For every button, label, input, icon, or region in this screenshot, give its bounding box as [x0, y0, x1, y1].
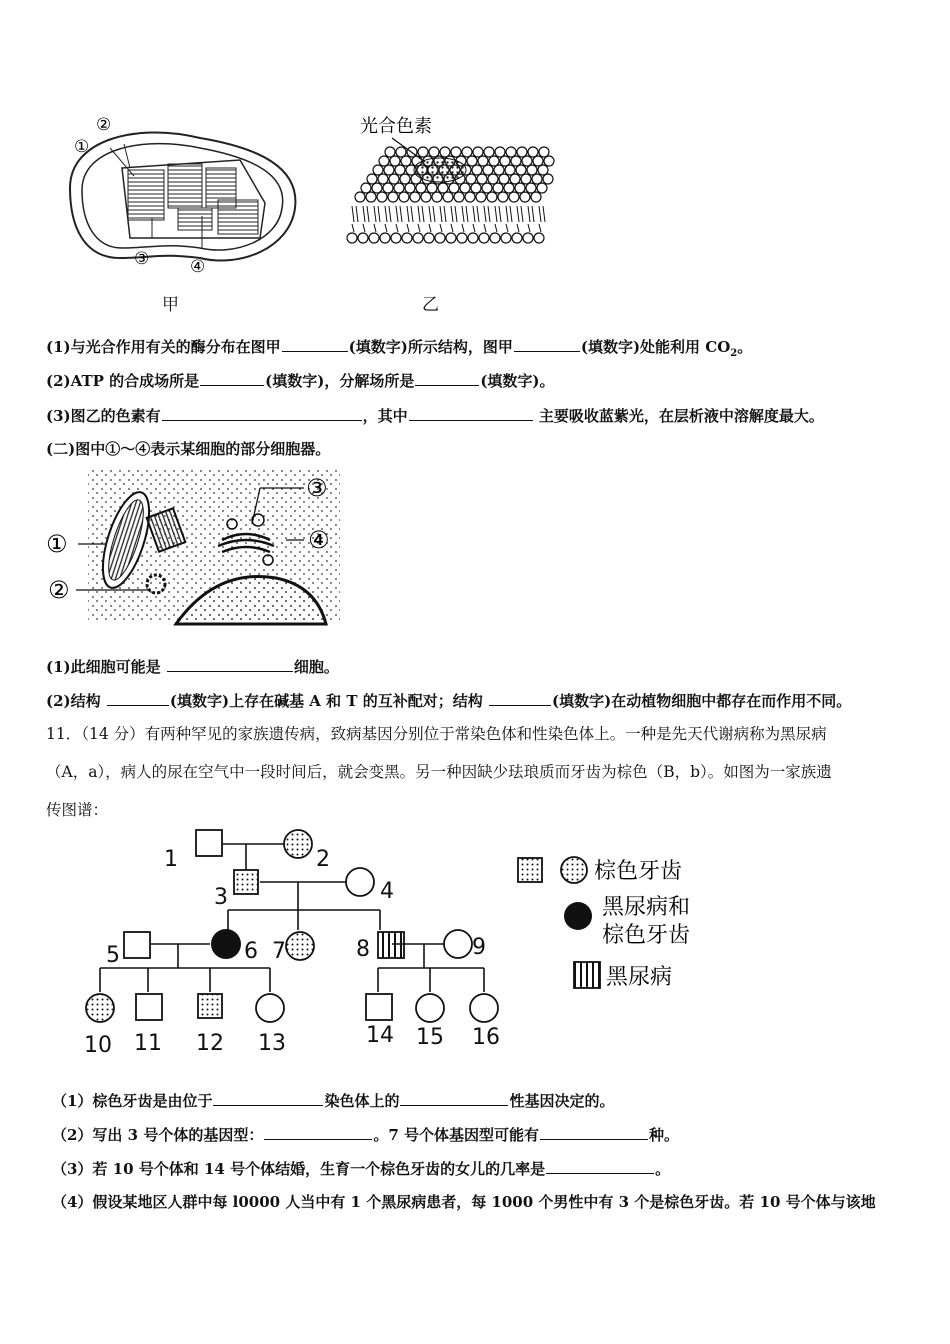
pigment-label: 光合色素 [360, 116, 432, 137]
label-8: 8 [356, 937, 370, 962]
individual-9 [444, 930, 472, 958]
part2-intro: (二)图中①～④表示某细胞的部分细胞器。 [46, 440, 331, 458]
organelle-marker-1: ① [46, 530, 68, 558]
individual-6 [211, 929, 241, 959]
answer-blank[interactable] [514, 336, 580, 352]
chloroplast-diagram [60, 108, 310, 288]
individual-2 [284, 830, 312, 858]
chloroplast-marker-3: ③ [134, 249, 150, 269]
chloroplast-marker-2: ② [96, 115, 112, 135]
cell-organelle-diagram [46, 468, 346, 628]
pigment-cluster [414, 158, 466, 182]
label-6: 6 [244, 939, 258, 964]
q11-sub-1: （1）棕色牙齿是由位于 染色体上的 性基因决定的。 [52, 1092, 615, 1110]
answer-blank[interactable] [200, 370, 264, 386]
organelle-marker-4: ④ [308, 526, 330, 554]
answer-blank[interactable] [264, 1124, 372, 1140]
label-2: 2 [316, 847, 330, 872]
figure-jia-caption: 甲 [162, 295, 179, 315]
individual-5 [124, 932, 150, 958]
answer-blank[interactable] [162, 405, 362, 421]
part1-question-1: (1)与光合作用有关的酶分布在图甲 (填数字)所示结构，图甲 (填数字)处能利用 $CO_2$。 [46, 338, 753, 359]
legend-alkaptonuria-and: 黑尿病和 [602, 895, 691, 920]
chloroplast-marker-1: ① [74, 137, 90, 157]
individual-14 [366, 994, 392, 1020]
figure-yi-caption: 乙 [422, 295, 439, 315]
label-10: 10 [84, 1033, 112, 1058]
individual-3 [234, 870, 258, 894]
individual-10 [86, 994, 114, 1022]
answer-blank[interactable] [489, 690, 551, 706]
answer-blank[interactable] [107, 690, 169, 706]
label-15: 15 [416, 1025, 444, 1050]
label-7: 7 [272, 939, 286, 964]
q11-line-2: （A，a），病人的尿在空气中一段时间后，就会变黑。另一种因缺少珐琅质而牙齿为棕色（B，b）。如图为一家族遗 [46, 763, 832, 781]
label-11: 11 [134, 1031, 162, 1056]
part1-question-3: (3)图乙的色素有 ，其中 主要吸收蓝紫光，在层析液中溶解度最大。 [46, 407, 824, 425]
individual-7 [286, 932, 314, 960]
label-9: 9 [472, 935, 486, 960]
individual-13 [256, 994, 284, 1022]
answer-blank[interactable] [282, 336, 348, 352]
answer-blank[interactable] [167, 656, 293, 672]
thylakoid-membrane-diagram [340, 110, 560, 270]
organelle-marker-3: ③ [306, 474, 328, 502]
label-16: 16 [472, 1025, 500, 1050]
label-14: 14 [366, 1023, 394, 1048]
legend-alkaptonuria: 黑尿病 [606, 965, 673, 990]
individual-16 [470, 994, 498, 1022]
individual-15 [416, 994, 444, 1022]
q11-sub-3: （3）若 10 号个体和 14 号个体结婚，生育一个棕色牙齿的女儿的几率是 。 [52, 1160, 671, 1178]
pedigree-chart [80, 822, 730, 1062]
part1-question-2: (2)ATP 的合成场所是 (填数字)，分解场所是 (填数字)。 [46, 372, 555, 390]
pedigree-legend [518, 857, 690, 990]
organelle-marker-2: ② [48, 576, 70, 604]
answer-blank[interactable] [415, 370, 479, 386]
label-4: 4 [380, 879, 394, 904]
answer-blank[interactable] [400, 1090, 508, 1106]
part2-question-2: (2)结构 (填数字)上存在碱基 A 和 T 的互补配对；结构 (填数字)在动植物细胞中都存在而作用不同。 [46, 692, 852, 710]
part2-question-1: (1)此细胞可能是 细胞。 [46, 658, 339, 676]
label-12: 12 [196, 1031, 224, 1056]
chloroplast-marker-4: ④ [190, 257, 206, 277]
individual-1 [196, 830, 222, 856]
q11-sub-4: （4）假设某地区人群中每 l0000 人当中有 1 个黑尿病患者，每 1000 个男性中有 3 个是棕色牙齿。若 10 号个体与该地 [52, 1193, 876, 1211]
label-13: 13 [258, 1031, 286, 1056]
legend-brown-teeth: 棕色牙齿 [594, 859, 683, 884]
q11-line-1: 11．（14 分）有两种罕见的家族遗传病，致病基因分别位于常染色体和性染色体上。一种是先天代谢病称为黑尿病 [46, 725, 827, 743]
grana-stack-group [122, 160, 265, 238]
legend-brown-teeth-2: 棕色牙齿 [602, 923, 691, 948]
answer-blank[interactable] [213, 1090, 323, 1106]
q11-line-3: 传图谱： [46, 801, 109, 819]
label-1: 1 [164, 847, 178, 872]
label-5: 5 [106, 943, 120, 968]
individual-4 [346, 868, 374, 896]
individual-12 [198, 994, 222, 1018]
answer-blank[interactable] [540, 1124, 648, 1140]
individual-11 [136, 994, 162, 1020]
individual-8 [378, 932, 404, 958]
label-3: 3 [214, 885, 228, 910]
answer-blank[interactable] [546, 1158, 654, 1174]
answer-blank[interactable] [409, 405, 533, 421]
q11-sub-2: （2）写出 3 号个体的基因型： 。7 号个体基因型可能有 种。 [52, 1126, 680, 1144]
